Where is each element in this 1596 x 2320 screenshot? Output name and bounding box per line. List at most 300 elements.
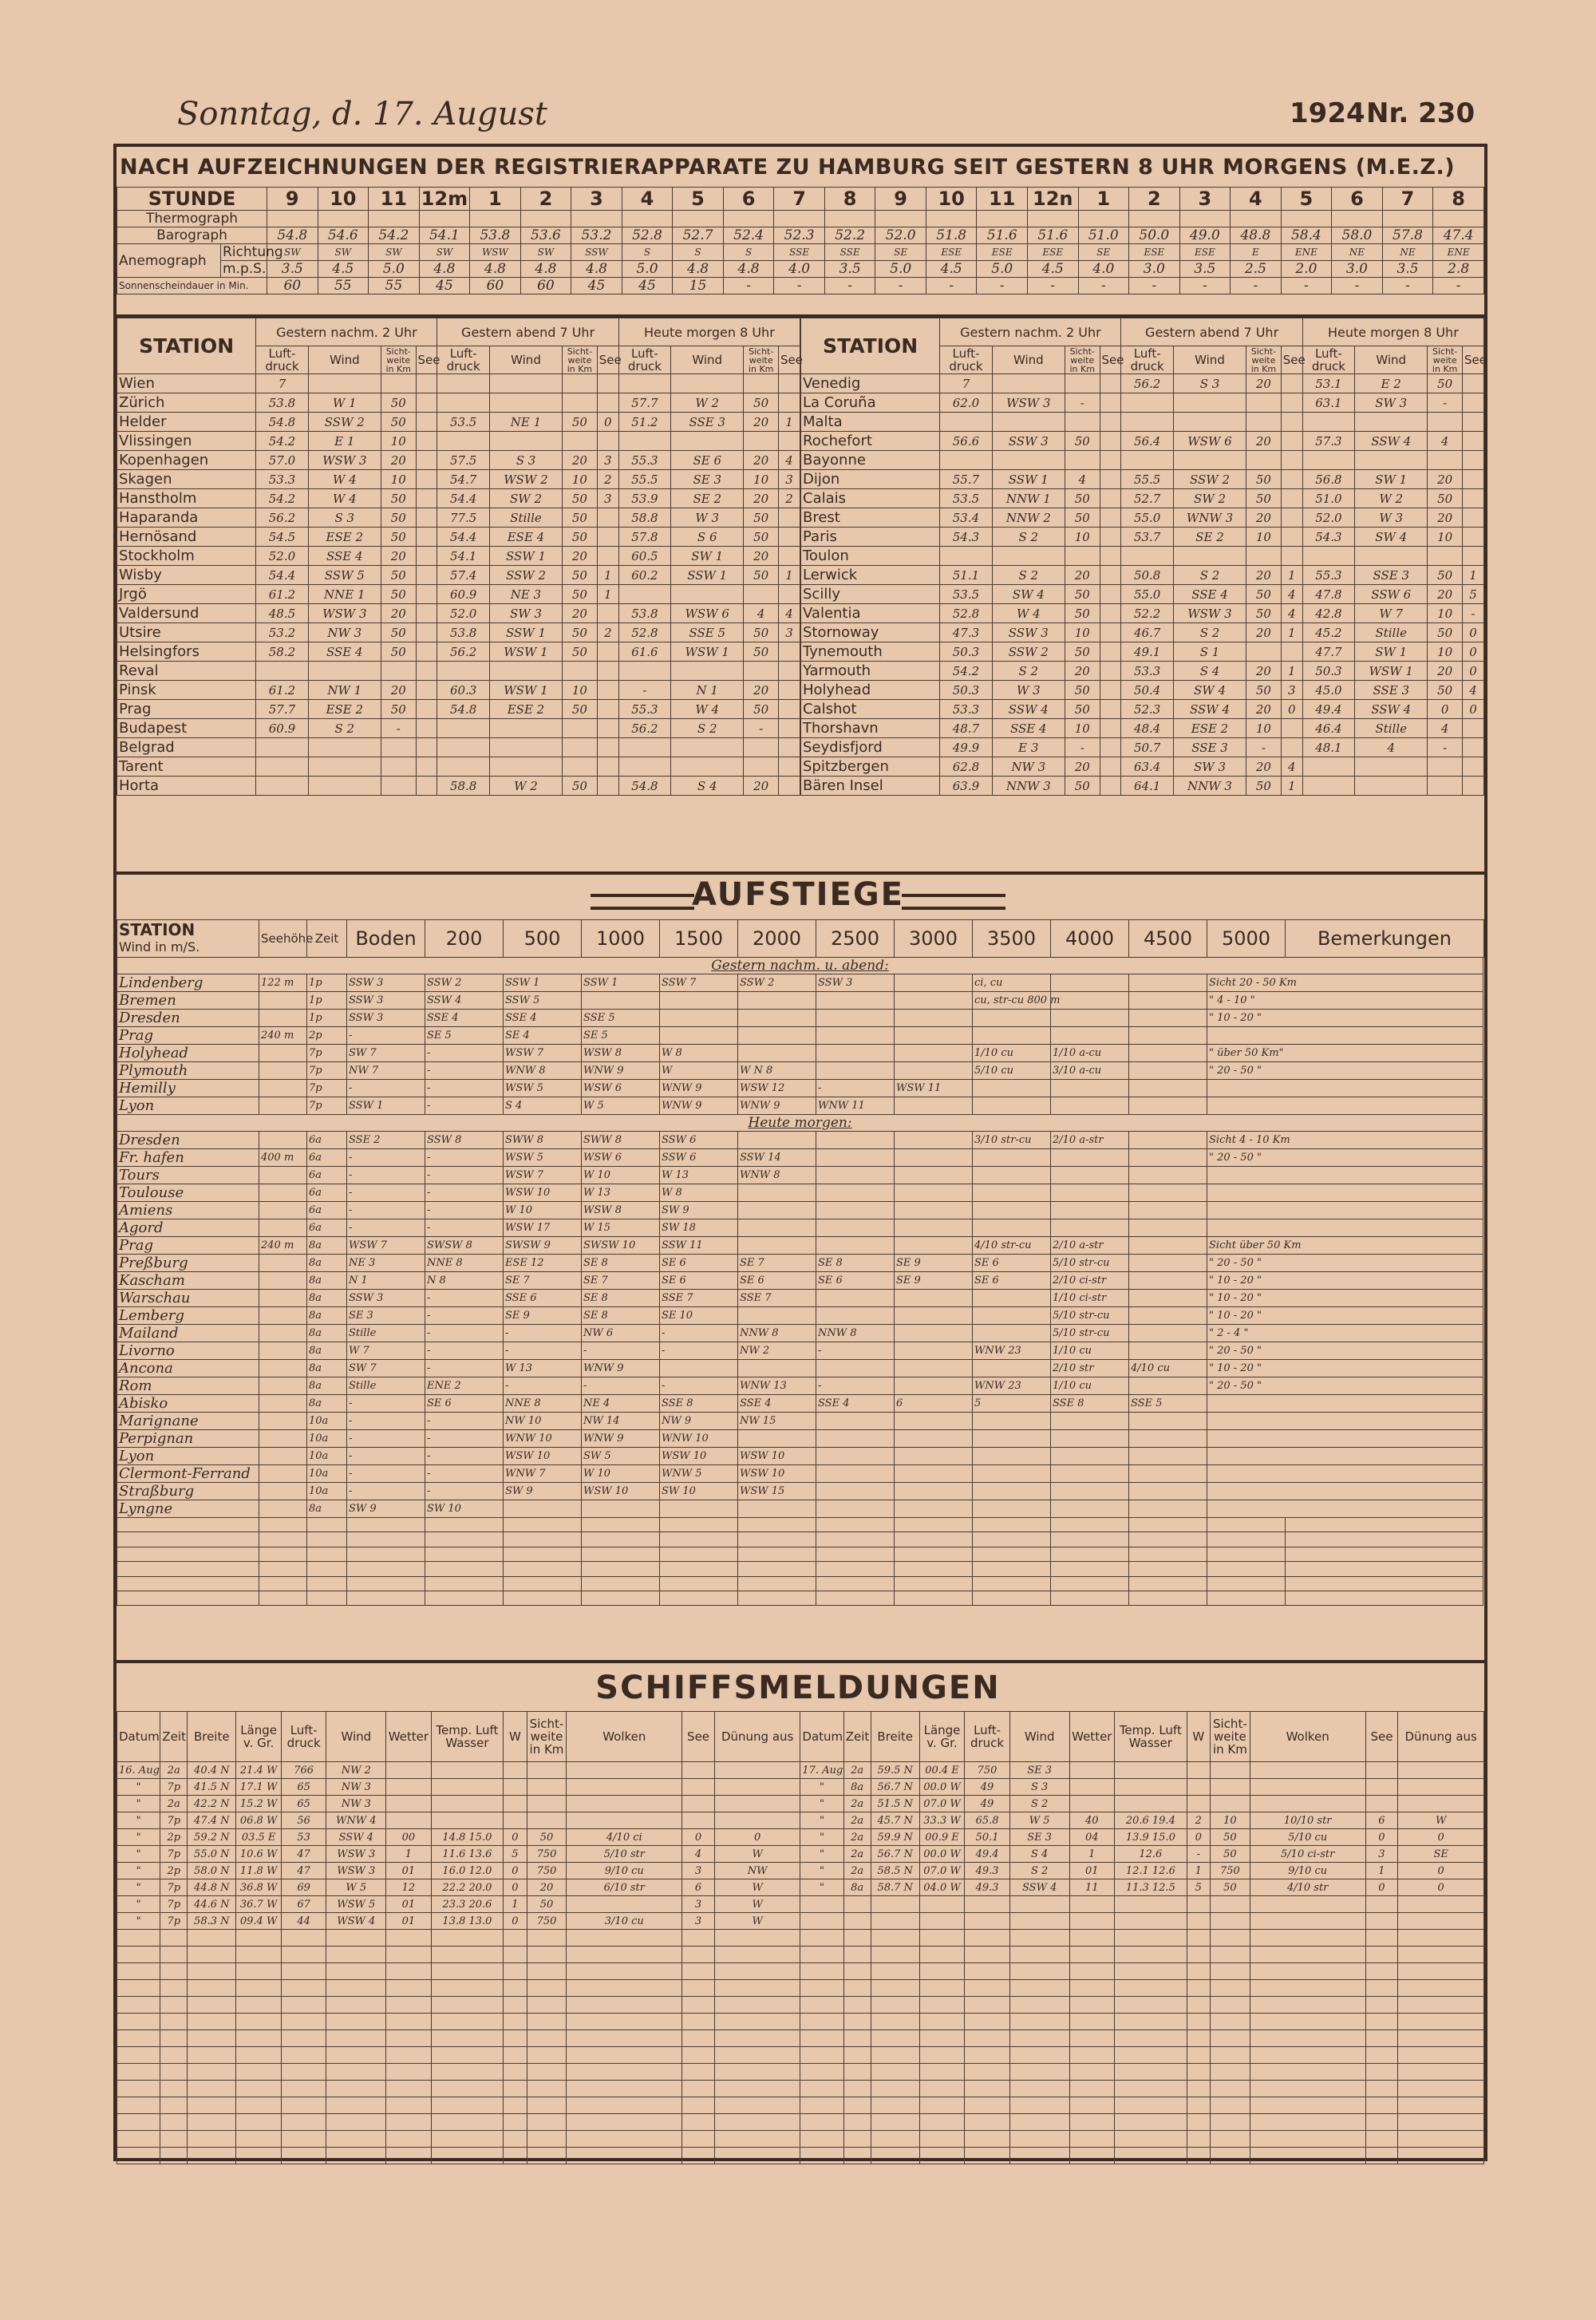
sunshine-cell: - xyxy=(1281,278,1332,294)
station-value: W 3 xyxy=(1355,508,1428,528)
station-name: Bären Insel xyxy=(801,777,940,796)
station-row xyxy=(801,374,1484,393)
sunshine-cell: 15 xyxy=(673,278,724,294)
aufstiege-banner: Gestern nachm. u. abend: xyxy=(117,958,1483,974)
schiff-value xyxy=(682,1796,715,1812)
aufstiege-value: SSW 6 xyxy=(660,1149,738,1167)
station-value: 20 xyxy=(1246,566,1282,585)
station-value: 50 xyxy=(563,585,598,604)
schiff-value: S 2 xyxy=(1009,1796,1069,1812)
station-value: 7 xyxy=(940,374,992,393)
mps-cell: 2.5 xyxy=(1231,261,1282,278)
aufstiege-value xyxy=(259,1255,307,1272)
station-value xyxy=(1355,547,1428,566)
schiff-value: " xyxy=(117,1846,160,1863)
empty-cell xyxy=(236,1930,282,1947)
aufstiege-value: WNW 10 xyxy=(660,1430,738,1448)
schiff-value xyxy=(567,1812,682,1829)
station-value: 10 xyxy=(1246,719,1282,738)
empty-cell xyxy=(504,2047,527,2064)
aufstiege-value: WSW 10 xyxy=(738,1465,816,1483)
station-value xyxy=(563,432,598,451)
empty-cell xyxy=(567,2114,682,2131)
station-value: 20 xyxy=(563,451,598,470)
sunshine-cell: - xyxy=(1027,278,1078,294)
station-value xyxy=(1100,470,1121,489)
empty-cell xyxy=(871,1930,919,1947)
station-value xyxy=(416,604,437,623)
station-value xyxy=(563,393,598,413)
empty-cell xyxy=(871,1997,919,2014)
empty-cell xyxy=(431,2081,504,2097)
station-value: S 2 xyxy=(992,566,1065,585)
aufstiege-value: - xyxy=(816,1377,895,1395)
aufstiege-value: WSW 7 xyxy=(504,1045,582,1062)
empty-cell xyxy=(895,1562,973,1576)
aufstiege-value: 2/10 ci-str xyxy=(1051,1272,1129,1290)
aufstiege-value xyxy=(504,1500,582,1518)
schiff-value xyxy=(567,1896,682,1913)
schiff-empty-row xyxy=(117,1980,1484,1997)
empty-cell xyxy=(714,2064,800,2081)
empty-cell xyxy=(714,1947,800,1963)
station-value: 50 xyxy=(563,528,598,547)
station-row xyxy=(117,508,800,528)
station-value: 0 xyxy=(1462,700,1483,719)
schiff-value: 40 xyxy=(1069,1812,1115,1829)
aufstiege-station-name: Hemilly xyxy=(117,1080,259,1097)
aufstiege-value: - xyxy=(582,1342,660,1360)
empty-cell xyxy=(1365,2014,1398,2030)
schiff-column-header: Datum xyxy=(800,1712,843,1762)
aufstiege-value xyxy=(1129,1010,1207,1027)
aufstiege-value: SWSW 8 xyxy=(425,1237,504,1255)
station-value: SSW 2 xyxy=(489,566,562,585)
aufstiege-wind-label: Wind in m/S. xyxy=(119,939,200,954)
empty-cell xyxy=(965,1980,1010,1997)
station-value xyxy=(1100,451,1121,470)
station-name: Valentia xyxy=(801,604,940,623)
station-value: 48.4 xyxy=(1121,719,1173,738)
empty-cell xyxy=(567,2064,682,2081)
empty-cell xyxy=(117,2148,160,2164)
station-value xyxy=(1428,547,1463,566)
aufstiege-value: NW 2 xyxy=(738,1342,816,1360)
station-value: 50 xyxy=(381,413,416,432)
station-value: 53.2 xyxy=(256,623,308,642)
schiff-value: 47.4 N xyxy=(188,1812,236,1829)
mps-cell: 4.8 xyxy=(470,261,521,278)
aufstiege-value: SW 9 xyxy=(660,1202,738,1219)
aufstiege-value xyxy=(895,1097,973,1115)
aufstiege-station-name: Livorno xyxy=(117,1342,259,1360)
station-value: 62.8 xyxy=(940,757,992,777)
mps-cell: 4.8 xyxy=(723,261,774,278)
aufstiege-value xyxy=(895,1430,973,1448)
empty-cell xyxy=(843,1997,871,2014)
schiff-value: 0 xyxy=(1398,1863,1484,1879)
station-value: 57.7 xyxy=(256,700,308,719)
empty-cell xyxy=(714,2097,800,2114)
aufstiege-value xyxy=(259,992,307,1010)
wind-label: Wind xyxy=(1355,346,1428,374)
schiff-empty-row xyxy=(117,1997,1484,2014)
aufstiege-value: SWW 8 xyxy=(582,1132,660,1149)
aufstiege-value: - xyxy=(425,1290,504,1307)
station-value: WSW 1 xyxy=(489,681,562,700)
empty-cell xyxy=(1207,1547,1286,1561)
aufstiege-value: - xyxy=(425,1219,504,1237)
empty-cell xyxy=(326,1930,386,1947)
schiff-value: 0 xyxy=(1365,1879,1398,1896)
station-value: WSW 3 xyxy=(308,604,381,623)
empty-cell xyxy=(919,2081,965,2097)
empty-cell xyxy=(117,1930,160,1947)
empty-cell xyxy=(965,2047,1010,2064)
station-value xyxy=(1428,777,1463,796)
station-value: SSE 3 xyxy=(671,413,744,432)
barograph-cell: 50.0 xyxy=(1129,227,1180,244)
aufstiege-value xyxy=(738,1360,816,1377)
aufstiege-value xyxy=(973,1219,1051,1237)
empty-cell xyxy=(236,2114,282,2131)
station-value: 48.5 xyxy=(256,604,308,623)
schiff-value: 50 xyxy=(527,1896,567,1913)
empty-cell xyxy=(160,2047,188,2064)
station-value: 53.7 xyxy=(1121,528,1173,547)
aufstiege-value xyxy=(259,1448,307,1465)
empty-cell xyxy=(582,1562,660,1576)
barograph-cell: 54.1 xyxy=(419,227,470,244)
schiff-value xyxy=(1069,1896,1115,1913)
schiff-value: 55.0 N xyxy=(188,1846,236,1863)
aufstiege-value xyxy=(1051,1184,1129,1202)
schiff-value: 2a xyxy=(843,1846,871,1863)
empty-cell xyxy=(682,2114,715,2131)
aufstiege-value: W 13 xyxy=(504,1360,582,1377)
station-value: 1 xyxy=(778,413,800,432)
aufstiege-value xyxy=(816,1465,895,1483)
empty-cell xyxy=(895,1518,973,1532)
schiff-value: 3 xyxy=(1365,1846,1398,1863)
empty-cell xyxy=(504,1518,582,1532)
station-value: 52.0 xyxy=(437,604,489,623)
schiff-value: 4/10 ci xyxy=(567,1829,682,1846)
section-divider xyxy=(113,871,1487,875)
wind-label: Wind xyxy=(1173,346,1246,374)
station-value: 48.7 xyxy=(940,719,992,738)
station-value: 10 xyxy=(1065,719,1100,738)
station-value xyxy=(1462,489,1483,508)
station-value: 56.2 xyxy=(1121,374,1173,393)
aufstiege-station-name: Dresden xyxy=(117,1010,259,1027)
station-value xyxy=(308,662,381,681)
station-value: S 2 xyxy=(671,719,744,738)
aufstiege-row xyxy=(117,1045,1484,1062)
aufstiege-row xyxy=(117,1395,1484,1413)
aufstiege-value: 1p xyxy=(307,1010,347,1027)
empty-cell xyxy=(714,2131,800,2148)
aufstiege-value: SE 8 xyxy=(582,1307,660,1325)
schiff-value: 0 xyxy=(714,1829,800,1846)
empty-cell xyxy=(738,1576,816,1591)
richtung-cell: ESE xyxy=(926,244,977,261)
empty-cell xyxy=(682,1980,715,1997)
empty-cell xyxy=(1207,1576,1286,1591)
aufstiege-value: SSW 11 xyxy=(660,1237,738,1255)
thermograph-cell xyxy=(470,211,521,227)
station-value xyxy=(563,757,598,777)
empty-cell xyxy=(567,2030,682,2047)
empty-cell xyxy=(582,1576,660,1591)
station-name: Tynemouth xyxy=(801,642,940,662)
station-value: 20 xyxy=(1246,623,1282,642)
empty-cell xyxy=(1187,2148,1210,2164)
aufstiege-value: - xyxy=(347,1465,425,1483)
station-value xyxy=(416,662,437,681)
empty-cell xyxy=(1069,2131,1115,2148)
empty-cell xyxy=(582,1518,660,1532)
aufstiege-value: - xyxy=(425,1483,504,1500)
aufstiege-value: SE 7 xyxy=(738,1255,816,1272)
station-value: 20 xyxy=(1246,700,1282,719)
aufstiege-value xyxy=(582,992,660,1010)
empty-cell xyxy=(504,2064,527,2081)
schiff-value: 44.6 N xyxy=(188,1896,236,1913)
station-value: Stille xyxy=(1355,719,1428,738)
aufstiege-value: SW 10 xyxy=(425,1500,504,1518)
aufstiege-value: S 4 xyxy=(504,1097,582,1115)
empty-cell xyxy=(1398,2097,1484,2114)
empty-cell xyxy=(1115,2064,1187,2081)
empty-cell xyxy=(1069,1980,1115,1997)
schiff-value: " xyxy=(800,1879,843,1896)
schiff-value: NW 3 xyxy=(326,1779,386,1796)
station-value xyxy=(381,757,416,777)
empty-cell xyxy=(567,2081,682,2097)
empty-cell xyxy=(1187,1963,1210,1980)
station-value: S 3 xyxy=(308,508,381,528)
empty-cell xyxy=(1115,2097,1187,2114)
aufstiege-value: WSW 10 xyxy=(504,1184,582,1202)
station-value: 3 xyxy=(1281,681,1302,700)
aufstiege-station-name: Prag xyxy=(117,1027,259,1045)
station-value xyxy=(1100,700,1121,719)
aufstiege-value: W xyxy=(660,1062,738,1080)
empty-cell xyxy=(800,1963,843,1980)
empty-cell xyxy=(843,1930,871,1947)
empty-cell xyxy=(1069,2097,1115,2114)
schiff-value: 0 xyxy=(1398,1879,1484,1896)
empty-cell xyxy=(431,1930,504,1947)
station-value: 50.8 xyxy=(1121,566,1173,585)
station-value: S 2 xyxy=(992,662,1065,681)
aufstiege-station-name: Warschau xyxy=(117,1290,259,1307)
richtung-cell: ESE xyxy=(1179,244,1231,261)
aufstiege-value xyxy=(1207,1413,1483,1430)
aufstiege-value: " 10 - 20 " xyxy=(1207,1307,1483,1325)
empty-cell xyxy=(738,1532,816,1547)
station-value: 20 xyxy=(563,604,598,623)
station-name: Bayonne xyxy=(801,451,940,470)
empty-cell xyxy=(236,1997,282,2014)
schiff-value: NW 2 xyxy=(326,1762,386,1779)
empty-cell xyxy=(307,1562,347,1576)
station-value xyxy=(597,547,618,566)
empty-cell xyxy=(843,2148,871,2164)
thermograph-cell xyxy=(977,211,1028,227)
empty-cell xyxy=(160,2081,188,2097)
station-value xyxy=(1462,738,1483,757)
schiff-value: 58.5 N xyxy=(871,1863,919,1879)
empty-cell xyxy=(714,1997,800,2014)
station-value: 0 xyxy=(1428,700,1463,719)
station-value: - xyxy=(744,719,779,738)
aufstiege-value: 10a xyxy=(307,1448,347,1465)
sunshine-cell: 45 xyxy=(622,278,673,294)
empty-cell xyxy=(919,2030,965,2047)
aufstiege-value: 5/10 str-cu xyxy=(1051,1255,1129,1272)
empty-cell xyxy=(1009,1930,1069,1947)
station-value xyxy=(489,738,562,757)
aufstiege-value: WSW 5 xyxy=(504,1149,582,1167)
mps-cell: 4.8 xyxy=(419,261,470,278)
aufstiege-value xyxy=(1207,1027,1483,1045)
station-row xyxy=(801,508,1484,528)
schiff-value: 17.1 W xyxy=(236,1779,282,1796)
aufstiege-value: SE 6 xyxy=(738,1272,816,1290)
station-value: 10 xyxy=(563,470,598,489)
station-value: 55.7 xyxy=(940,470,992,489)
aufstiege-value xyxy=(738,1202,816,1219)
aufstiege-value xyxy=(895,1325,973,1342)
schiff-value xyxy=(1069,1779,1115,1796)
empty-cell xyxy=(1210,1963,1250,1980)
see-label: See xyxy=(597,346,618,374)
aufstiege-value: - xyxy=(425,1413,504,1430)
empty-cell xyxy=(1069,2148,1115,2164)
station-value: 50 xyxy=(1246,777,1282,796)
aufstiege-value: 7p xyxy=(307,1080,347,1097)
schiff-empty-row xyxy=(117,1947,1484,1963)
schiff-value: 01 xyxy=(386,1913,432,1930)
sunshine-cell: 60 xyxy=(470,278,521,294)
station-row xyxy=(117,413,800,432)
empty-cell xyxy=(1187,2030,1210,2047)
station-value: W 4 xyxy=(308,470,381,489)
empty-cell xyxy=(281,1947,326,1963)
aufstiege-value: SSW 2 xyxy=(425,974,504,992)
station-name: Helder xyxy=(117,413,256,432)
station-value: 20 xyxy=(744,451,779,470)
station-value xyxy=(1065,547,1100,566)
empty-cell xyxy=(714,2081,800,2097)
empty-cell xyxy=(1009,2131,1069,2148)
station-value: 60.2 xyxy=(618,566,670,585)
empty-cell xyxy=(919,2114,965,2131)
station-value xyxy=(778,642,800,662)
aufstiege-value: WSW 10 xyxy=(504,1448,582,1465)
schiff-column-header: Zeit xyxy=(843,1712,871,1762)
station-value xyxy=(416,432,437,451)
empty-cell xyxy=(117,1963,160,1980)
schiff-value xyxy=(1210,1762,1250,1779)
empty-cell xyxy=(1250,1980,1365,1997)
station-row xyxy=(117,489,800,508)
aufstiege-value xyxy=(1207,1080,1483,1097)
thermograph-cell xyxy=(926,211,977,227)
empty-cell xyxy=(117,1591,259,1605)
schiff-value: 750 xyxy=(527,1846,567,1863)
aufstiege-value: SWSW 9 xyxy=(504,1237,582,1255)
aufstiege-value: SWW 8 xyxy=(504,1132,582,1149)
station-value: 52.0 xyxy=(256,547,308,566)
station-value xyxy=(1281,719,1302,738)
thermograph-cell xyxy=(267,211,318,227)
station-value xyxy=(437,757,489,777)
station-value: Stille xyxy=(489,508,562,528)
schiff-value: 49 xyxy=(965,1796,1010,1812)
station-value: E 2 xyxy=(1355,374,1428,393)
richtung-cell: S xyxy=(622,244,673,261)
mps-cell: 3.5 xyxy=(824,261,875,278)
schiff-value: " xyxy=(800,1796,843,1812)
aufstiege-value: 4/10 cu xyxy=(1129,1360,1207,1377)
schiff-value: 2 xyxy=(1187,1812,1210,1829)
station-value xyxy=(308,777,381,796)
empty-cell xyxy=(1250,2131,1365,2148)
aufstiege-value: W 8 xyxy=(660,1045,738,1062)
station-value: 54.7 xyxy=(437,470,489,489)
station-value: 4 xyxy=(1281,585,1302,604)
aufstiege-value: SSE 4 xyxy=(738,1395,816,1413)
station-value: 4 xyxy=(1462,681,1483,700)
station-value: 53.3 xyxy=(940,700,992,719)
empty-cell xyxy=(188,2131,236,2148)
aufstiege-value: 7p xyxy=(307,1062,347,1080)
schiff-value: 04.0 W xyxy=(919,1879,965,1896)
empty-cell xyxy=(1009,2081,1069,2097)
station-value: W 2 xyxy=(1355,489,1428,508)
station-value: 53.8 xyxy=(437,623,489,642)
schiff-value: 65.8 xyxy=(965,1812,1010,1829)
station-value xyxy=(416,777,437,796)
empty-cell xyxy=(843,2131,871,2148)
aufstiege-value xyxy=(895,992,973,1010)
aufstiege-value: WSW 10 xyxy=(582,1483,660,1500)
empty-cell xyxy=(1051,1591,1129,1605)
empty-cell xyxy=(386,2131,432,2148)
station-value: 54.4 xyxy=(437,528,489,547)
aufstiege-value xyxy=(1051,1097,1129,1115)
sunshine-cell: 55 xyxy=(369,278,420,294)
schiff-empty-row xyxy=(117,2064,1484,2081)
aufstiege-value: SSW 4 xyxy=(425,992,504,1010)
aufstiege-station-name: Perpignan xyxy=(117,1430,259,1448)
station-value xyxy=(778,585,800,604)
empty-cell xyxy=(259,1591,307,1605)
mps-cell: 4.5 xyxy=(1027,261,1078,278)
empty-cell xyxy=(188,2114,236,2131)
empty-cell xyxy=(1398,2131,1484,2148)
station-value: 50 xyxy=(1065,700,1100,719)
empty-cell xyxy=(965,2030,1010,2047)
aufstiege-value: - xyxy=(425,1097,504,1115)
schiff-value xyxy=(871,1913,919,1930)
sunshine-cell: - xyxy=(774,278,825,294)
empty-cell xyxy=(871,1980,919,1997)
aufstiege-value xyxy=(259,1465,307,1483)
